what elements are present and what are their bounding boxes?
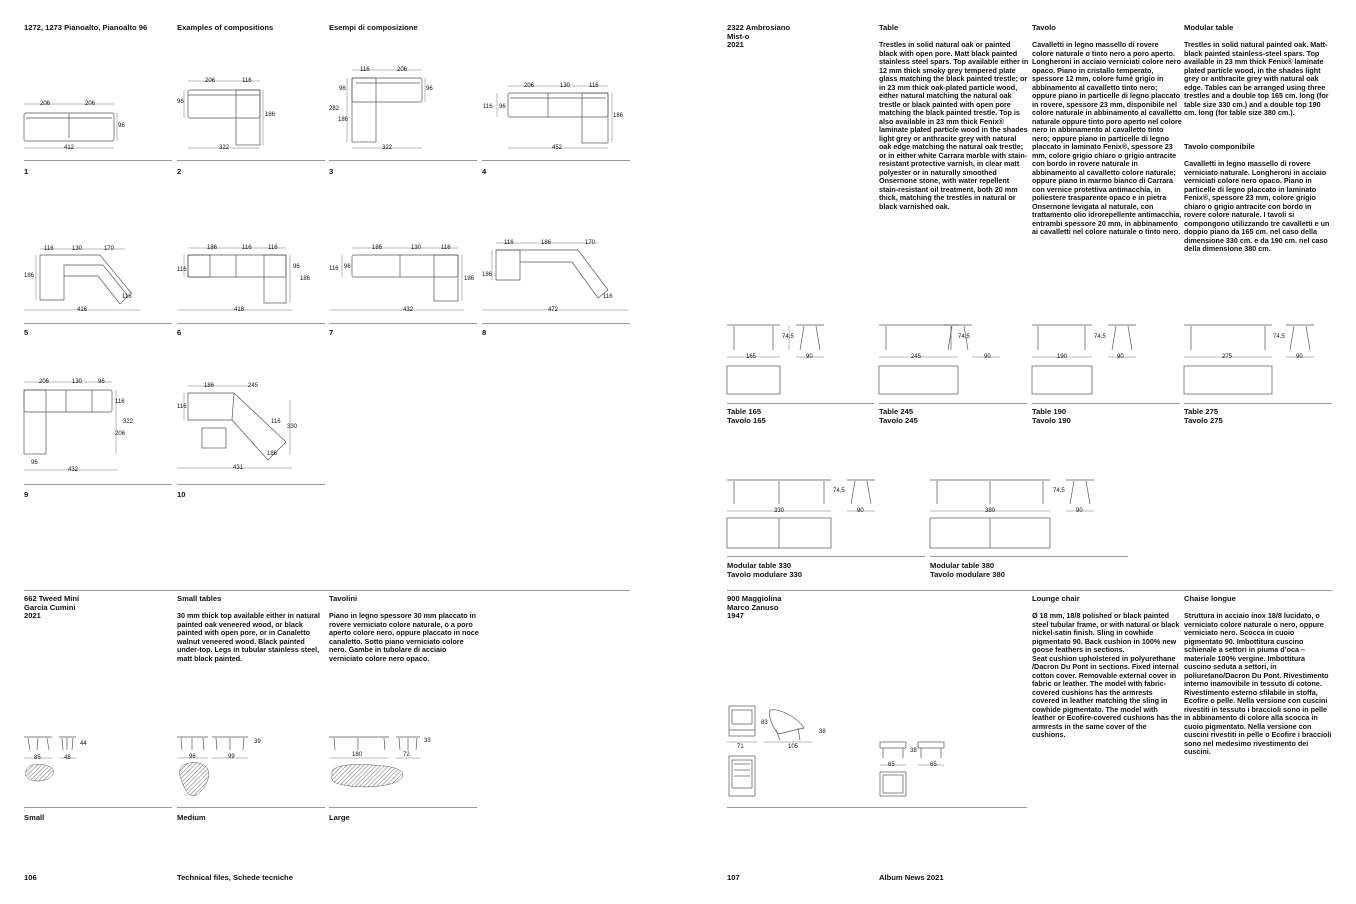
dim-label: 380 xyxy=(985,508,996,514)
dim-label: 186 xyxy=(265,112,276,118)
sofa-heading: 1272, 1273 Pianoalto, Pianoalto 96 xyxy=(24,23,148,32)
dim-label: 96 xyxy=(177,99,184,105)
lounge-title: Lounge chair xyxy=(1032,594,1080,603)
dim-label: 72 xyxy=(403,752,410,758)
dim-label: 116 xyxy=(242,78,252,84)
dim-label: 206 xyxy=(39,379,50,385)
dim-label: 74,5 xyxy=(782,334,794,340)
modular-it-body: Cavalletti in legno massello di rovere verniciato naturale. Longheroni in acciaio verniciati colore nero opaco. Piano in particelle di legno placcato in laminato Fenix®, spessore 23 mm, colore grigio chiaro o grigio antracite con bordo in rovere colore naturale. I tavoli si compongono utilizzando tre cavalletti e un doppio piano da 165 cm. nel caso della dimensione 330 cm. e da 190 cm. nel caso della dimensione 380 cm. xyxy=(1184,159,1330,253)
dim-label: 116 xyxy=(271,419,281,425)
sofa-4-plan xyxy=(497,86,612,148)
composition-number: 9 xyxy=(24,490,29,499)
dim-label: 322 xyxy=(219,145,230,151)
dim-label: 186 xyxy=(464,276,475,282)
dim-label: 74,5 xyxy=(958,334,970,340)
page-footer-title: Technical files, Schede tecniche xyxy=(177,873,293,882)
table-caption xyxy=(1032,408,1071,425)
sofa-7-plan xyxy=(329,248,464,310)
sofa-6-plan xyxy=(177,248,292,310)
dim-label: 38 xyxy=(819,729,826,735)
dim-label: 96 xyxy=(499,104,506,110)
caption-it: Tavolo 245 xyxy=(879,415,918,425)
modular-caption xyxy=(727,562,802,579)
year: 2021 xyxy=(727,40,744,50)
tweed-en-title: Small tables xyxy=(177,594,222,603)
modular-tops-drawing xyxy=(720,515,1140,555)
table-caption xyxy=(727,408,766,425)
caption-en: Table 245 xyxy=(879,407,914,416)
page-number: 106 xyxy=(24,873,37,882)
dim-label: 116 xyxy=(589,83,599,89)
dim-label: 96 xyxy=(339,86,346,92)
dim-label: 116 xyxy=(441,245,451,251)
designer: Garcia Cumini xyxy=(24,602,76,612)
dim-label: 245 xyxy=(248,383,259,389)
table-it-body: Cavalletti in legno massello di rovere colore naturale o tinto nero a poro aperto. Longheroni in acciaio verniciati colore nero opaco. Piano in cristallo temperato, spessore 12 mm, colore fumé grigio in abbinamento al cavalletto tinto nero; oppure piano in particelle di legno placcato in rovere, spessore 23 mm, disponibile nel colore naturale in abbinamento al cavalletto naturale oppure tinto poro aperto nel colore nero in abbinamento al cavalletto tinto nero; oppure piano in particelle di legno placcato in laminato Fenix®, spessore 23 mm, colore grigio chiaro o grigio antracite con bordo in rovere naturale in abbinamento al cavalletto colore naturale; oppure piano in marmo bianco di Carrara con vernice protettiva antimacchia, in poliestere trasparente opaco e in pietra Onsernone levigata al naturale, con trattamento olio idrorepellente antimacchia, entrambi spessore 20 mm, in abbinamento ai cavalletti nel colore naturale o tinto nero. xyxy=(1032,40,1182,236)
dim-label: 206 xyxy=(85,101,96,107)
dim-label: 116 xyxy=(177,404,187,410)
dim-label: 322 xyxy=(382,145,393,151)
modular-330-drawing xyxy=(727,480,875,511)
dim-label: 116 xyxy=(603,294,613,300)
lounge-body: Ø 18 mm, 18/8 polished or black painted steel tubular frame, or with natural or black nickel-satin finish. Sling in cowhide pigmentato 90. Back cushion in 100% new goose feathers in sections. Seat cushion upholstered in polyurethane /Dacron Du Pont in sections. Fixed internal cotton cover. Removable external cover in fabric or leather. The model with fabric-covered cushions has the armrests covered in leather matching the sling in cowhide pigmentato. The model with leather or Ecofire-covered cushions has the armrests in the same cover of the cushions. xyxy=(1032,611,1182,739)
designer: Marco Zanuso xyxy=(727,602,779,612)
table-en-title: Table xyxy=(879,23,899,32)
designer: Mist-o xyxy=(727,31,750,41)
product-name: 900 Maggiolina xyxy=(727,594,782,603)
dim-label: 96 xyxy=(118,123,125,129)
table-en-body: Trestles in solid natural oak or painted black with open pore. Matt black painted stainless steel spars. Top available either in 12 mm thick smoky grey tempered plate glass matching the black painted trestle; or in 23 mm thick oak-plated particle wood, either natural matching the natural oak trestle or black painted with open pore matching the black painted trestle. Top is also available in 23 mm thick Fenix® laminate plated particle wood in the shades light grey or anthracite grey with natural oak edge matching the natural oak trestle; or in either white Carrara marble with stain-resistant protective varnish, in clear matt polyester or in naturally smoothed Onsernone stone, with water repellent stain-resistant oil treatment, both 20 mm thick, matching the trestles in natural or black varnished oak. xyxy=(879,40,1029,211)
page-number: 107 xyxy=(727,873,740,882)
dim-label: 71 xyxy=(737,744,744,750)
modular-it-title: Tavolo componibile xyxy=(1184,142,1255,151)
composition-number: 5 xyxy=(24,328,29,337)
caption-en: Table 275 xyxy=(1184,407,1219,416)
table-245-drawing xyxy=(879,325,1000,394)
tweed-info xyxy=(24,595,79,621)
product-name: 662 Tweed Mini xyxy=(24,594,80,603)
composition-number: 4 xyxy=(482,167,487,176)
dim-label: 116 xyxy=(504,240,514,246)
table-275-drawing xyxy=(1184,325,1314,394)
sofa-1-plan xyxy=(24,104,117,148)
chaise-body: Struttura in acciaio inox 18/8 lucidato, o verniciato colore naturale o nero, oppure verniciato nero. Scocca in cuoio pigmentato 90. Imbottitura cuscino schienale a settori in piuma d’oca – materiale 100% vergine. Imbottitura cuscino seduta a settori, in poliuretano/Dacron Du Pont. Rivestimento interno inamovibile in tessuto di cotone. Rivestimento esterno sfilabile in stoffa, Ecofire o pelle. Nella versione con cuscini rivestiti in tessuto i braccioli sono in pelle in abbinamento di colore alla scocca in cuoio pigmentato. Nella versione con cuscini rivestiti in pelle o Ecofire i braccioli sono nel medesimo rivestimento dei cuscini. xyxy=(1184,611,1332,756)
dim-label: 330 xyxy=(774,508,785,514)
dim-label: 96 xyxy=(344,264,351,270)
dim-label: 116 xyxy=(122,294,132,300)
composition-number: 1 xyxy=(24,167,29,176)
year: 1947 xyxy=(727,611,744,621)
dim-label: 90 xyxy=(1076,508,1083,514)
dim-label: 105 xyxy=(788,744,799,750)
caption-en: Table 165 xyxy=(727,407,762,416)
size-label: Small xyxy=(24,813,45,822)
dim-label: 90 xyxy=(984,354,991,360)
dim-label: 412 xyxy=(64,145,75,151)
modular-caption xyxy=(930,562,1005,579)
page-footer-title: Album News 2021 xyxy=(879,873,944,882)
dim-label: 33 xyxy=(424,738,431,744)
dim-label: 186 xyxy=(24,273,35,279)
dim-label: 96 xyxy=(98,379,105,385)
dim-label: 116 xyxy=(483,104,493,110)
dim-label: 206 xyxy=(115,431,126,437)
modular-en-title: Modular table xyxy=(1184,23,1234,32)
dim-label: 165 xyxy=(746,354,757,360)
dim-label: 186 xyxy=(300,276,311,282)
sofa-3-plan xyxy=(347,70,425,148)
tweed-it-body: Piano in legno spessore 30 mm placcato in rovere verniciato colore naturale, o a poro aperto colore nero, oppure placcato in noce canaletto. Sotto piano verniciato colore nero. Gambe in tubolare di acciaio verniciato colore nero opaco. xyxy=(329,611,479,663)
dim-label: 170 xyxy=(585,240,596,246)
sofa-2-plan xyxy=(184,81,263,148)
dim-label: 432 xyxy=(68,467,79,473)
dim-label: 206 xyxy=(205,78,216,84)
modular-en-body: Trestles in solid natural painted oak. Matt-black painted stainless-steel spars. Top available in 23 mm thick Fenix® laminate plated particle wood, in the shades light grey or anthracite grey with natural oak edge. Tables can be arranged using three trestles and a double top 165 cm. long (for table size 330 cm.) and a double top 190 cm. long (for table size 380 cm.). xyxy=(1184,40,1329,117)
dim-label: 96 xyxy=(293,264,300,270)
dim-label: 186 xyxy=(613,113,624,119)
dim-label: 74,5 xyxy=(1094,334,1106,340)
dim-label: 186 xyxy=(372,245,383,251)
dim-label: 282 xyxy=(329,106,340,112)
sofa-9-plan xyxy=(24,382,118,470)
dim-label: 186 xyxy=(541,240,552,246)
dim-label: 322 xyxy=(123,419,134,425)
composition-number: 10 xyxy=(177,490,186,499)
caption-en: Modular table 330 xyxy=(727,561,792,570)
table-it-title: Tavolo xyxy=(1032,23,1056,32)
dim-label: 431 xyxy=(233,465,244,471)
tweed-it-title: Tavolini xyxy=(329,594,358,603)
dim-label: 116 xyxy=(242,245,252,251)
sofa-col2-heading: Examples of compositions xyxy=(177,23,274,32)
dim-label: 48 xyxy=(64,755,71,761)
dim-label: 130 xyxy=(72,246,83,252)
dim-label: 74,5 xyxy=(1053,488,1065,494)
caption-it: Tavolo modulare 330 xyxy=(727,569,802,579)
dim-label: 186 xyxy=(207,245,218,251)
dim-label: 65 xyxy=(930,762,937,768)
dim-label: 90 xyxy=(1296,354,1303,360)
tweed-en-body: 30 mm thick top available either in natural painted oak veneered wood, or black painted with open pore, or in Canaletto walnut veneered wood. Black painted under-top. Legs in tubular stainless steel, matt black painted. xyxy=(177,611,320,663)
caption-it: Tavolo 190 xyxy=(1032,415,1071,425)
dim-label: 170 xyxy=(104,246,115,252)
ambrosiano-info xyxy=(727,24,790,50)
dim-label: 96 xyxy=(426,86,433,92)
composition-number: 2 xyxy=(177,167,182,176)
dim-label: 96 xyxy=(189,754,196,760)
composition-number: 7 xyxy=(329,328,334,337)
dim-label: 74,5 xyxy=(833,488,845,494)
dim-label: 130 xyxy=(560,83,571,89)
dim-label: 432 xyxy=(403,307,414,313)
dim-label: 90 xyxy=(1117,354,1124,360)
dim-label: 116 xyxy=(268,245,278,251)
dim-label: 99 xyxy=(228,754,235,760)
maggiolina-drawing xyxy=(720,700,960,800)
tweed-tables-drawing xyxy=(0,730,490,810)
caption-en: Table 190 xyxy=(1032,407,1067,416)
dim-label: 39 xyxy=(254,739,261,745)
dim-label: 65 xyxy=(888,762,895,768)
dim-label: 186 xyxy=(482,272,493,278)
dim-label: 83 xyxy=(761,720,768,726)
size-label: Large xyxy=(329,813,350,822)
sofa-5-plan xyxy=(24,249,140,310)
sofa-compositions-drawing xyxy=(0,0,640,500)
dim-label: 130 xyxy=(72,379,83,385)
dim-label: 44 xyxy=(80,741,87,747)
dim-label: 206 xyxy=(397,67,408,73)
year: 2021 xyxy=(24,611,41,621)
size-label: Medium xyxy=(177,813,206,822)
modular-380-drawing xyxy=(930,480,1094,511)
dim-label: 116 xyxy=(360,67,370,73)
dim-label: 116 xyxy=(329,266,339,272)
product-name: 2322 Ambrosiano xyxy=(727,23,791,32)
dim-label: 275 xyxy=(1222,354,1233,360)
dim-label: 96 xyxy=(31,460,38,466)
dim-label: 452 xyxy=(552,145,563,151)
dim-label: 85 xyxy=(34,755,41,761)
composition-number: 3 xyxy=(329,167,334,176)
dim-label: 116 xyxy=(177,267,187,273)
dim-label: 330 xyxy=(287,424,298,430)
chaise-title: Chaise longue xyxy=(1184,594,1236,603)
caption-it: Tavolo 165 xyxy=(727,415,766,425)
dim-label: 116 xyxy=(115,399,125,405)
dim-label: 472 xyxy=(548,307,559,313)
maggiolina-info xyxy=(727,595,781,621)
dim-label: 116 xyxy=(44,246,54,252)
caption-it: Tavolo 275 xyxy=(1184,415,1223,425)
caption-it: Tavolo modulare 380 xyxy=(930,569,1005,579)
dim-label: 74,5 xyxy=(1273,334,1285,340)
dim-label: 206 xyxy=(524,83,535,89)
dim-label: 90 xyxy=(806,354,813,360)
dim-label: 245 xyxy=(911,354,922,360)
table-caption xyxy=(879,408,918,425)
table-caption xyxy=(1184,408,1223,425)
dim-label: 190 xyxy=(1057,354,1068,360)
caption-en: Modular table 380 xyxy=(930,561,995,570)
dim-label: 130 xyxy=(411,245,422,251)
dim-label: 186 xyxy=(204,383,215,389)
composition-number: 8 xyxy=(482,328,487,337)
dim-label: 418 xyxy=(234,307,245,313)
dim-label: 416 xyxy=(77,307,88,313)
sofa-col3-heading: Esempi di composizione xyxy=(329,23,418,32)
composition-number: 6 xyxy=(177,328,182,337)
dim-label: 38 xyxy=(910,748,917,754)
dim-label: 186 xyxy=(338,117,349,123)
dim-label: 180 xyxy=(352,752,363,758)
dim-label: 206 xyxy=(40,101,51,107)
dim-label: 90 xyxy=(857,508,864,514)
dim-label: 186 xyxy=(267,451,278,457)
